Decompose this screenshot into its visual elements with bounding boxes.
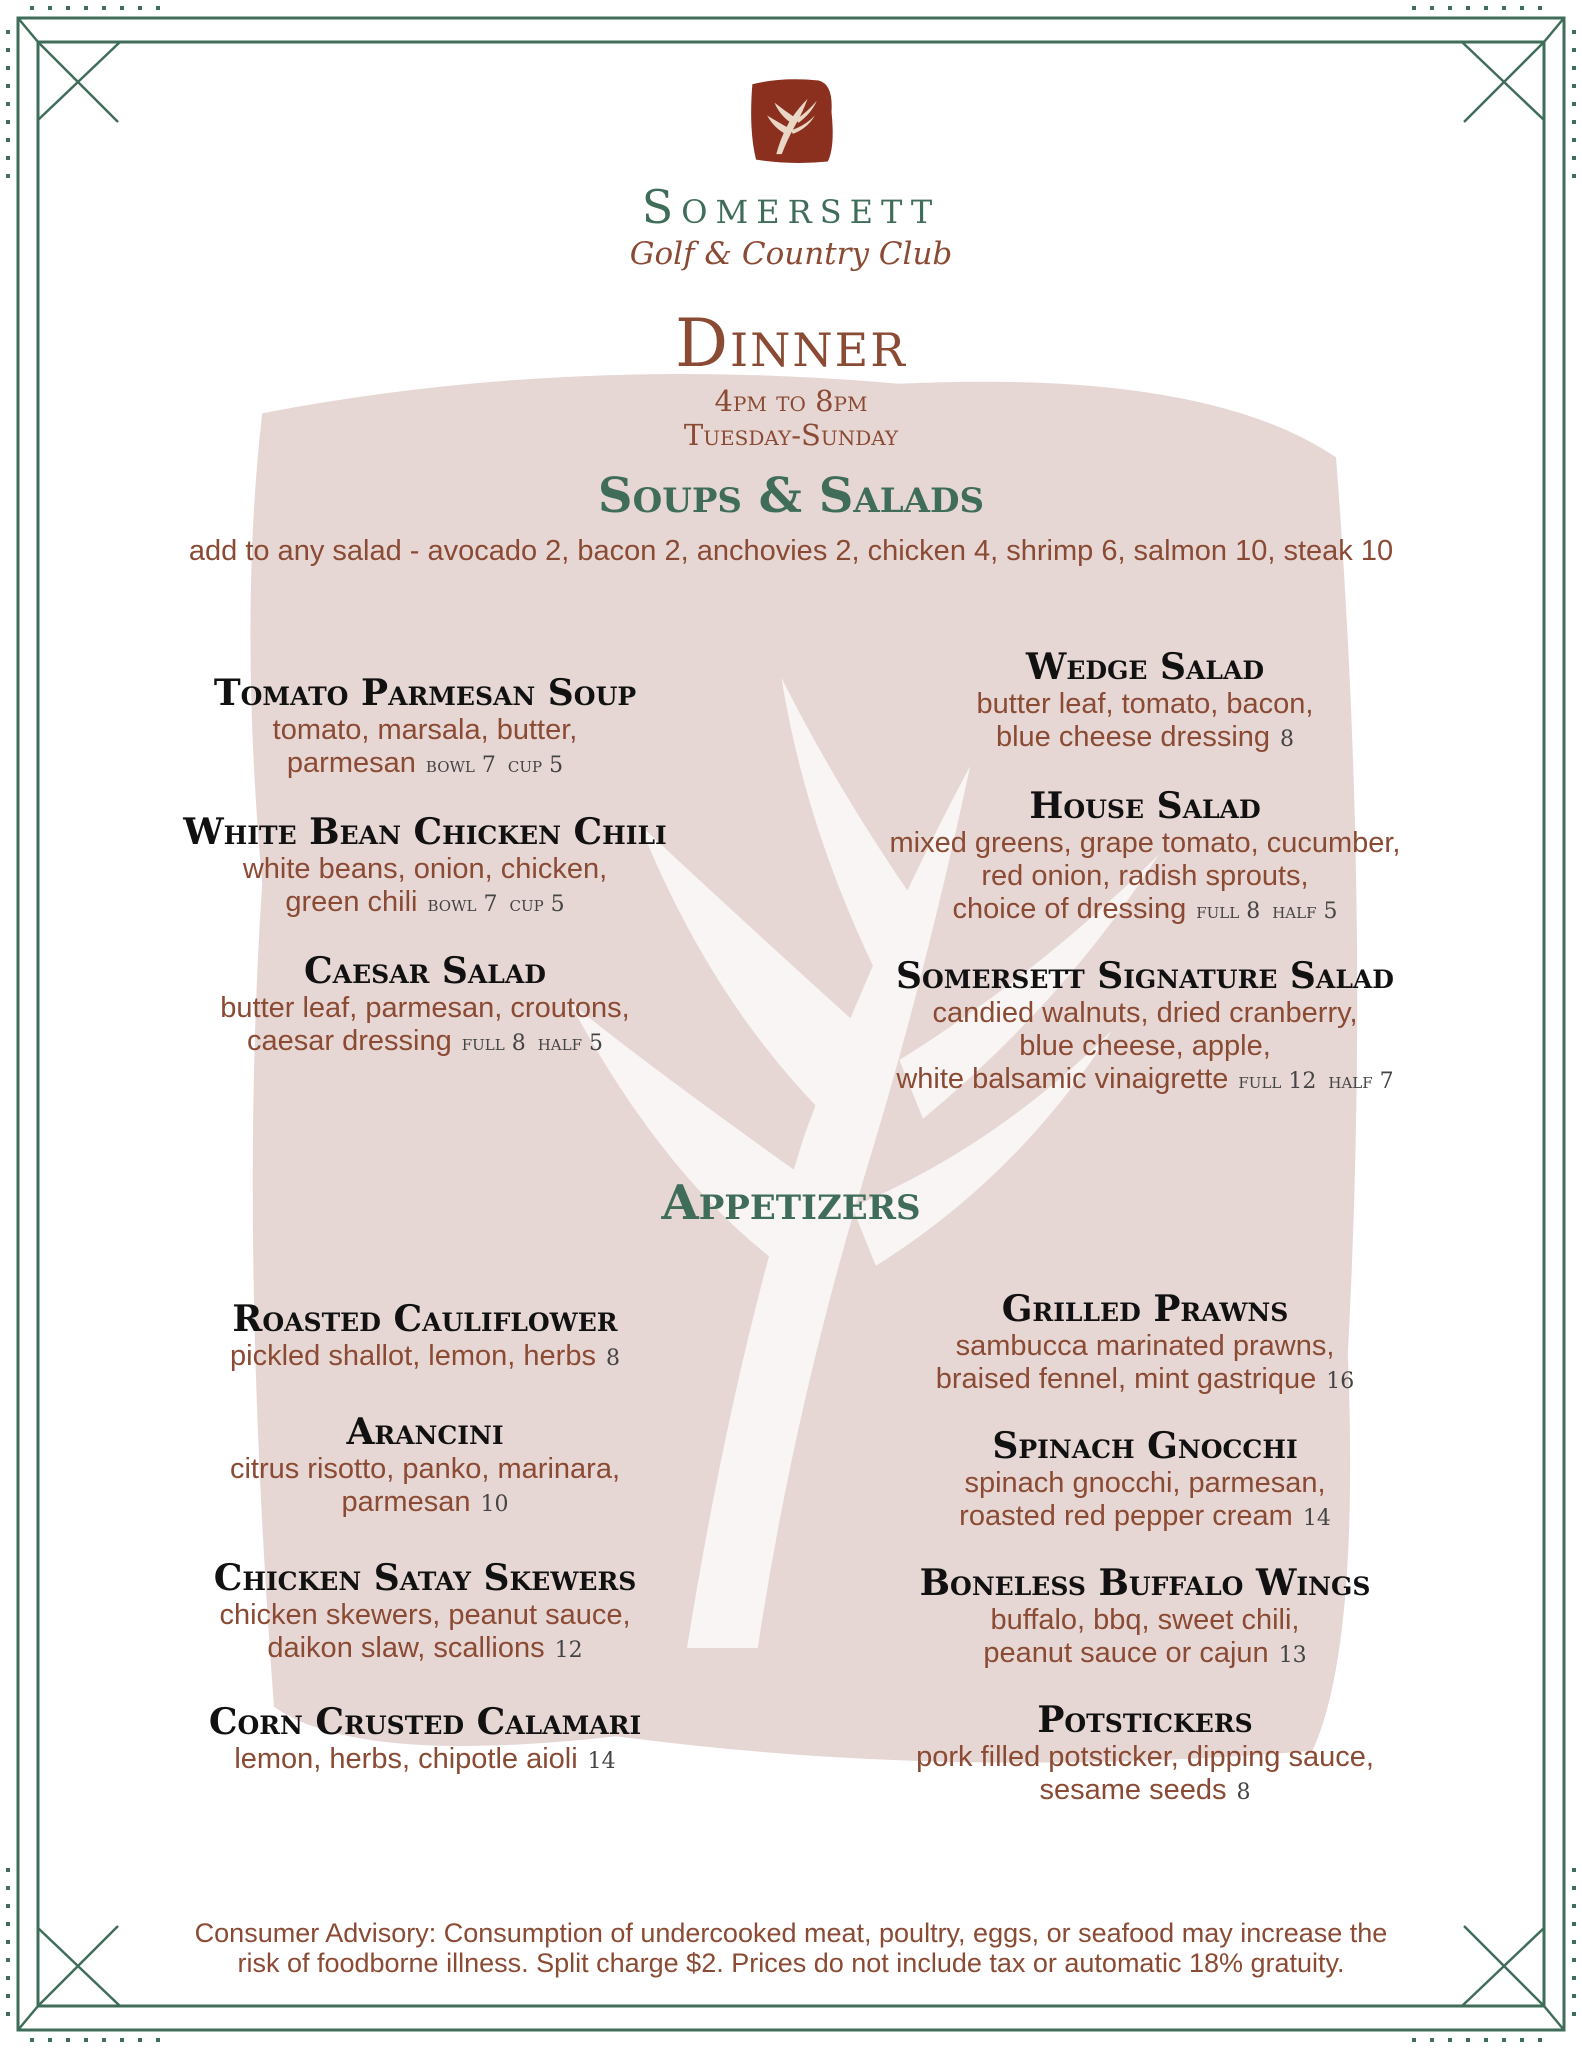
- item-description: sambucca marinated prawns,: [955, 1330, 1335, 1362]
- item-price: full 8: [1196, 899, 1261, 924]
- menu-item: [805, 785, 1485, 928]
- item-description: candied walnuts, dried cranberry,: [932, 997, 1358, 1029]
- item-name: Wedge Salad: [1025, 646, 1265, 688]
- item-description: caesar dressing: [247, 1025, 452, 1057]
- menu-item: [85, 950, 765, 1060]
- item-price: bowl 7: [427, 892, 498, 917]
- advisory-line: Consumer Advisory: Consumption of undercooked meat, poultry, eggs, or seafood may increase the: [194, 1918, 1388, 1948]
- menu-item: [805, 1288, 1485, 1398]
- item-description: choice of dressing: [952, 893, 1187, 925]
- item-name: Roasted Cauliflower: [232, 1298, 618, 1340]
- item-name: House Salad: [1029, 785, 1261, 827]
- item-name: Spinach Gnocchi: [992, 1425, 1298, 1467]
- menu-item: [85, 1298, 765, 1375]
- item-price: half 5: [1272, 899, 1338, 924]
- menu-item: [85, 1411, 765, 1521]
- item-description: tomato, marsala, butter,: [272, 714, 578, 746]
- menu-item: [805, 646, 1485, 756]
- item-price: half 5: [537, 1031, 603, 1056]
- appetizers-heading: Appetizers: [661, 1175, 921, 1231]
- item-price: full 8: [461, 1031, 526, 1056]
- item-price: bowl 7: [425, 753, 496, 778]
- menu-title: Dinner: [675, 305, 907, 382]
- leaf-stamp-icon: [745, 75, 837, 167]
- item-description: chicken skewers, peanut sauce,: [219, 1599, 631, 1631]
- item-description: butter leaf, tomato, bacon,: [976, 688, 1314, 720]
- menu-days: Tuesday-Sunday: [683, 418, 899, 452]
- item-description: butter leaf, parmesan, croutons,: [220, 992, 630, 1024]
- item-price: 14: [1302, 1506, 1331, 1531]
- item-description: daikon slaw, scallions: [267, 1632, 545, 1664]
- item-description: sesame seeds: [1039, 1774, 1227, 1806]
- menu-item: [85, 1557, 765, 1667]
- item-price: 13: [1278, 1643, 1307, 1668]
- item-name: Somersett Signature Salad: [896, 955, 1394, 997]
- item-description: roasted red pepper cream: [959, 1500, 1293, 1532]
- item-description: buffalo, bbq, sweet chili,: [990, 1604, 1300, 1636]
- item-description: peanut sauce or cajun: [983, 1637, 1269, 1669]
- item-description: spinach gnocchi, parmesan,: [964, 1467, 1326, 1499]
- item-name: Arancini: [346, 1411, 504, 1453]
- item-price: 10: [480, 1492, 509, 1517]
- item-name: White Bean Chicken Chili: [183, 811, 667, 853]
- item-name: Potstickers: [1037, 1699, 1253, 1741]
- item-description: white beans, onion, chicken,: [242, 853, 608, 885]
- item-description: braised fennel, mint gastrique: [935, 1363, 1317, 1395]
- item-description: parmesan: [341, 1486, 471, 1518]
- item-description: red onion, radish sprouts,: [981, 860, 1309, 892]
- menu-item: [805, 1699, 1485, 1809]
- menu-item: [85, 672, 765, 782]
- item-description: lemon, herbs, chipotle aioli: [234, 1743, 578, 1775]
- consumer-advisory: [60, 1918, 1522, 1978]
- item-description: blue cheese, apple,: [1019, 1030, 1271, 1062]
- item-price: 8: [605, 1346, 620, 1371]
- item-price: half 7: [1328, 1069, 1394, 1094]
- item-name: Grilled Prawns: [1001, 1288, 1289, 1330]
- item-name: Corn Crusted Calamari: [208, 1701, 642, 1743]
- item-description: parmesan: [286, 747, 416, 779]
- menu-item: [805, 955, 1485, 1098]
- menu-item: [805, 1425, 1485, 1535]
- item-name: Chicken Satay Skewers: [213, 1557, 637, 1599]
- item-description: pork filled potsticker, dipping sauce,: [916, 1741, 1374, 1773]
- menu-item: [805, 1562, 1485, 1672]
- item-price: 12: [554, 1638, 583, 1663]
- menu-hours: 4pm to 8pm: [714, 384, 868, 418]
- brand-subtitle: Golf & Country Club: [629, 236, 953, 272]
- advisory-line: risk of foodborne illness. Split charge $2. Prices do not include tax or automatic 18% gratuity.: [237, 1948, 1345, 1978]
- item-description: pickled shallot, lemon, herbs: [230, 1340, 596, 1372]
- item-description: white balsamic vinaigrette: [896, 1063, 1229, 1095]
- menu-item: [85, 811, 765, 921]
- item-price: cup 5: [507, 753, 564, 778]
- brand-name: Somersett: [641, 180, 941, 234]
- item-price: 14: [587, 1749, 616, 1774]
- item-description: mixed greens, grape tomato, cucumber,: [889, 827, 1401, 859]
- item-name: Boneless Buffalo Wings: [919, 1562, 1371, 1604]
- item-name: Caesar Salad: [304, 950, 546, 992]
- item-price: 8: [1236, 1780, 1251, 1805]
- item-price: 16: [1326, 1369, 1355, 1394]
- item-name: Tomato Parmesan Soup: [213, 672, 637, 714]
- item-description: blue cheese dressing: [995, 721, 1271, 753]
- item-price: cup 5: [509, 892, 565, 917]
- menu-item: [85, 1701, 765, 1778]
- item-description: green chili: [285, 886, 418, 918]
- item-price: 8: [1280, 727, 1295, 752]
- soups-salads-heading: Soups & Salads: [597, 468, 985, 524]
- item-description: citrus risotto, panko, marinara,: [229, 1453, 621, 1485]
- item-price: full 12: [1238, 1069, 1317, 1094]
- salad-addons: add to any salad - avocado 2, bacon 2, anchovies 2, chicken 4, shrimp 6, salmon 10, steak 10: [188, 535, 1394, 567]
